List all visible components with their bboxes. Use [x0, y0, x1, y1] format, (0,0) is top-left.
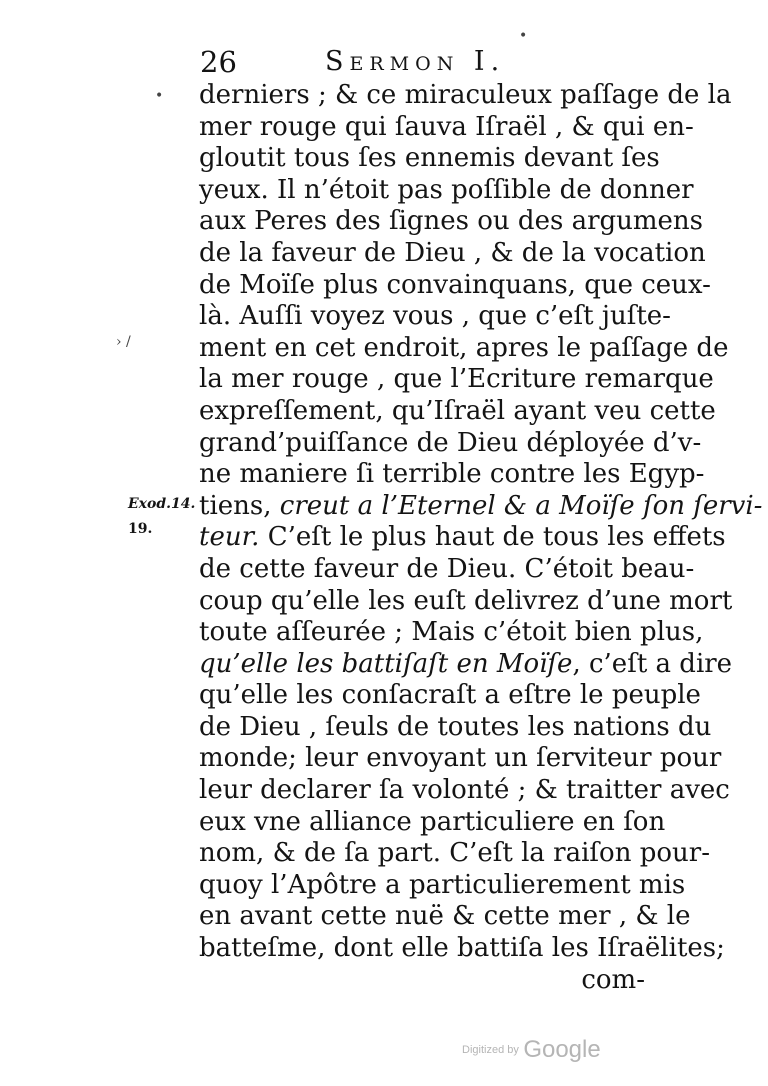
text-line [199, 490, 763, 523]
italic-quotation: creut a l’Eternel & a Moïſe ſon ſervi- [279, 490, 763, 521]
running-head [200, 42, 640, 82]
text-line: nom, & de ſa part. C’eſt la raiſon pour- [199, 838, 710, 869]
watermark-prefix: Digitized by [462, 1044, 519, 1056]
text-line: là. Auſſi voyez vous , que c’eſt juſte- [199, 301, 671, 332]
margin-reference-book: Exod.14. [128, 496, 196, 512]
page-number: 26 [200, 45, 237, 79]
text-line: ment en cet endroit, apres le paſſage de [199, 332, 729, 363]
margin-reference [128, 496, 195, 512]
stray-ink-mark: • [155, 88, 164, 104]
text-line: aux Peres des ſignes ou des argumens [199, 206, 704, 237]
text-line: expreſſement, qu’Iſraël ayant veu cette [199, 395, 716, 426]
text-line [199, 522, 726, 554]
text-line: batteſme, dont elle battiſa les Iſraëlites; [199, 933, 725, 964]
body-text [199, 80, 763, 996]
text-line: derniers ; & ce miraculeux paſſage de la [199, 80, 732, 110]
text-line [199, 648, 733, 681]
text-line: ne maniere ſi terrible contre les Egyp- [199, 459, 705, 490]
text-line: de Dieu , ſeuls de toutes les nations du [199, 711, 712, 742]
text-line: yeux. Il n’étoit pas poſſible de donner [199, 174, 694, 205]
text-line: grand’puiſſance de Dieu déployée d’v- [199, 427, 702, 458]
text-line: de Moïſe plus convainquans, que ceux- [199, 269, 711, 300]
catchword: com- [581, 964, 645, 995]
google-logo: Google [523, 1036, 601, 1063]
margin-reference-verse [128, 521, 152, 537]
stray-ink-mark: • [519, 28, 528, 44]
italic-quotation: teur. [199, 522, 260, 553]
text-line: gloutit tous ſes ennemis devant ſes [199, 143, 660, 174]
text-line: mer rouge qui ſauva Iſraël , & qui en- [199, 111, 694, 142]
stray-ink-mark: › / [116, 334, 131, 350]
text-line: quoy l’Apôtre a particulierement mis [199, 869, 686, 900]
text-line: en avant cette nuë & cette mer , & le [199, 901, 691, 932]
text-line: de cette faveur de Dieu. C’étoit beau- [199, 553, 695, 584]
text-line: la mer rouge , que l’Ecriture remarque [199, 364, 714, 395]
text-run: , c’eſt a dire [572, 648, 733, 679]
text-line: coup qu’elle les euſt delivrez d’une mort [199, 585, 733, 616]
digitization-watermark [462, 1036, 601, 1064]
running-title: Sermon I. [325, 46, 506, 77]
text-line: de la faveur de Dieu , & de la vocation [199, 237, 706, 268]
text-run: C’eſt le plus haut de tous les effets [267, 522, 726, 553]
text-line: toute aſſeurée ; Mais c’étoit bien plus, [199, 617, 704, 648]
margin-reference-number: 19. [128, 521, 153, 537]
text-line: eux vne alliance particuliere en ſon [199, 806, 666, 837]
text-run: tiens, [199, 490, 272, 521]
italic-quotation: qu’elle les battiſaſt en Moïſe [199, 648, 573, 679]
text-line: leur declarer ſa volonté ; & traitter avec [199, 775, 730, 806]
text-line: qu’elle les conſacraſt a eſtre le peuple [199, 680, 701, 711]
text-line: monde; leur envoyant un ſerviteur pour [199, 743, 722, 774]
